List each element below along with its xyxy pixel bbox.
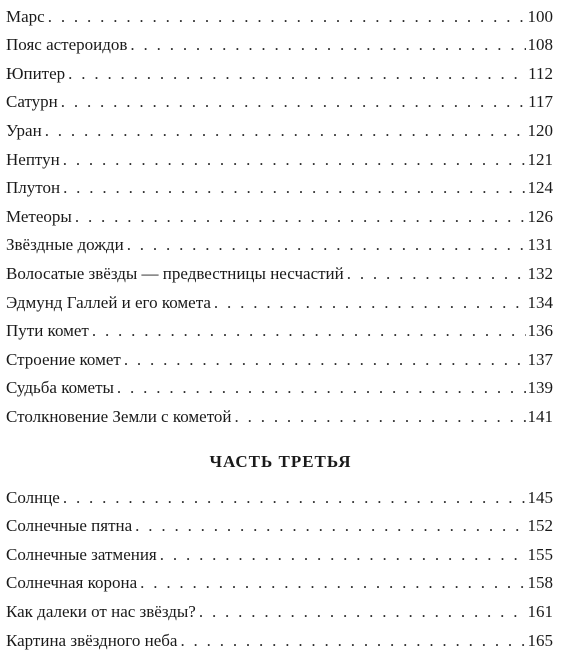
dot-leader: [63, 151, 526, 168]
toc-entry-page: 132: [527, 263, 553, 283]
dot-leader: [135, 517, 525, 534]
toc-entry-title: Солнце: [6, 489, 63, 506]
toc-entry-page: 117: [528, 92, 553, 112]
toc-entry-title: Столкновение Земли с кометой: [6, 408, 235, 425]
dot-leader: [63, 179, 525, 196]
dot-leader: [214, 294, 526, 311]
dot-leader: [61, 93, 526, 110]
toc-entry-title: Нептун: [6, 151, 63, 168]
toc-entry-page: 124: [527, 178, 553, 198]
toc-list-part-two: [6, 0, 553, 429]
toc-entry[interactable]: [6, 200, 553, 229]
dot-leader: [180, 632, 525, 649]
section-heading-part-three: ЧАСТЬ ТРЕТЬЯ: [209, 452, 352, 471]
toc-entry-title: Пояс астероидов: [6, 36, 130, 53]
toc-entry[interactable]: [6, 29, 553, 58]
toc-entry-page: 158: [527, 573, 553, 593]
toc-entry-title: Звёздные дожди: [6, 236, 127, 253]
dot-leader: [140, 574, 525, 591]
dot-leader: [68, 65, 526, 82]
toc-entry[interactable]: [6, 229, 553, 258]
toc-entry-page: 141: [527, 406, 553, 426]
toc-entry[interactable]: [6, 372, 553, 401]
toc-entry-page: 120: [527, 120, 553, 140]
toc-entry-title: Уран: [6, 122, 45, 139]
dot-leader: [127, 236, 526, 253]
toc-entry-title: Солнечная корона: [6, 574, 140, 591]
toc-entry[interactable]: [6, 143, 553, 172]
toc-entry[interactable]: [6, 595, 553, 624]
dot-leader: [92, 322, 526, 339]
toc-entry-title: Солнечные затмения: [6, 546, 160, 563]
toc-entry-page: 155: [527, 544, 553, 564]
toc-entry[interactable]: [6, 567, 553, 596]
toc-entry-title: Пути комет: [6, 322, 92, 339]
toc-entry-title: Солнечные пятна: [6, 517, 135, 534]
toc-entry-title: Юпитер: [6, 65, 68, 82]
toc-entry[interactable]: [6, 400, 553, 429]
toc-entry[interactable]: [6, 538, 553, 567]
toc-entry-page: 131: [527, 235, 553, 255]
toc-entry-title: Волосатые звёзды — предвестницы несчастий: [6, 265, 347, 282]
toc-entry[interactable]: [6, 172, 553, 201]
toc-entry[interactable]: [6, 0, 553, 29]
toc-entry-page: 145: [527, 487, 553, 507]
toc-list-part-three: [6, 481, 553, 653]
toc-entry[interactable]: [6, 57, 553, 86]
toc-entry-title: Метеоры: [6, 208, 75, 225]
toc-entry[interactable]: [6, 257, 553, 286]
toc-entry-title: Эдмунд Галлей и его комета: [6, 294, 214, 311]
toc-entry-page: 112: [528, 63, 553, 83]
toc-entry-title: Как далеки от нас звёзды?: [6, 603, 199, 620]
toc-entry[interactable]: [6, 315, 553, 344]
dot-leader: [63, 489, 526, 506]
toc-entry-page: 126: [527, 206, 553, 226]
toc-entry[interactable]: [6, 86, 553, 115]
toc-entry-page: 100: [527, 6, 553, 26]
dot-leader: [235, 408, 526, 425]
toc-entry-page: 121: [527, 149, 553, 169]
toc-entry-page: 137: [527, 349, 553, 369]
toc-entry-title: Плутон: [6, 179, 63, 196]
dot-leader: [130, 36, 525, 53]
toc-entry-page: 136: [527, 321, 553, 341]
toc-entry[interactable]: [6, 481, 553, 510]
toc-entry[interactable]: [6, 510, 553, 539]
toc-entry-title: Судьба кометы: [6, 379, 117, 396]
toc-entry[interactable]: [6, 624, 553, 653]
dot-leader: [347, 265, 526, 282]
dot-leader: [199, 603, 526, 620]
toc-entry-page: 161: [527, 601, 553, 621]
dot-leader: [45, 122, 526, 139]
toc-entry-page: 108: [527, 35, 553, 55]
toc-entry-page: 139: [527, 378, 553, 398]
toc-entry[interactable]: [6, 343, 553, 372]
dot-leader: [75, 208, 526, 225]
toc-entry[interactable]: [6, 286, 553, 315]
toc-entry-title: Сатурн: [6, 93, 61, 110]
toc-entry-page: 134: [527, 292, 553, 312]
toc-entry-title: Марс: [6, 8, 48, 25]
toc-entry-page: 152: [527, 516, 553, 536]
dot-leader: [117, 379, 526, 396]
toc-entry-title: Картина звёздного неба: [6, 632, 180, 649]
dot-leader: [124, 351, 526, 368]
dot-leader: [160, 546, 526, 563]
toc-entry-title: Строение комет: [6, 351, 124, 368]
toc-entry[interactable]: [6, 114, 553, 143]
dot-leader: [48, 8, 526, 25]
toc-entry-page: 165: [527, 630, 553, 650]
